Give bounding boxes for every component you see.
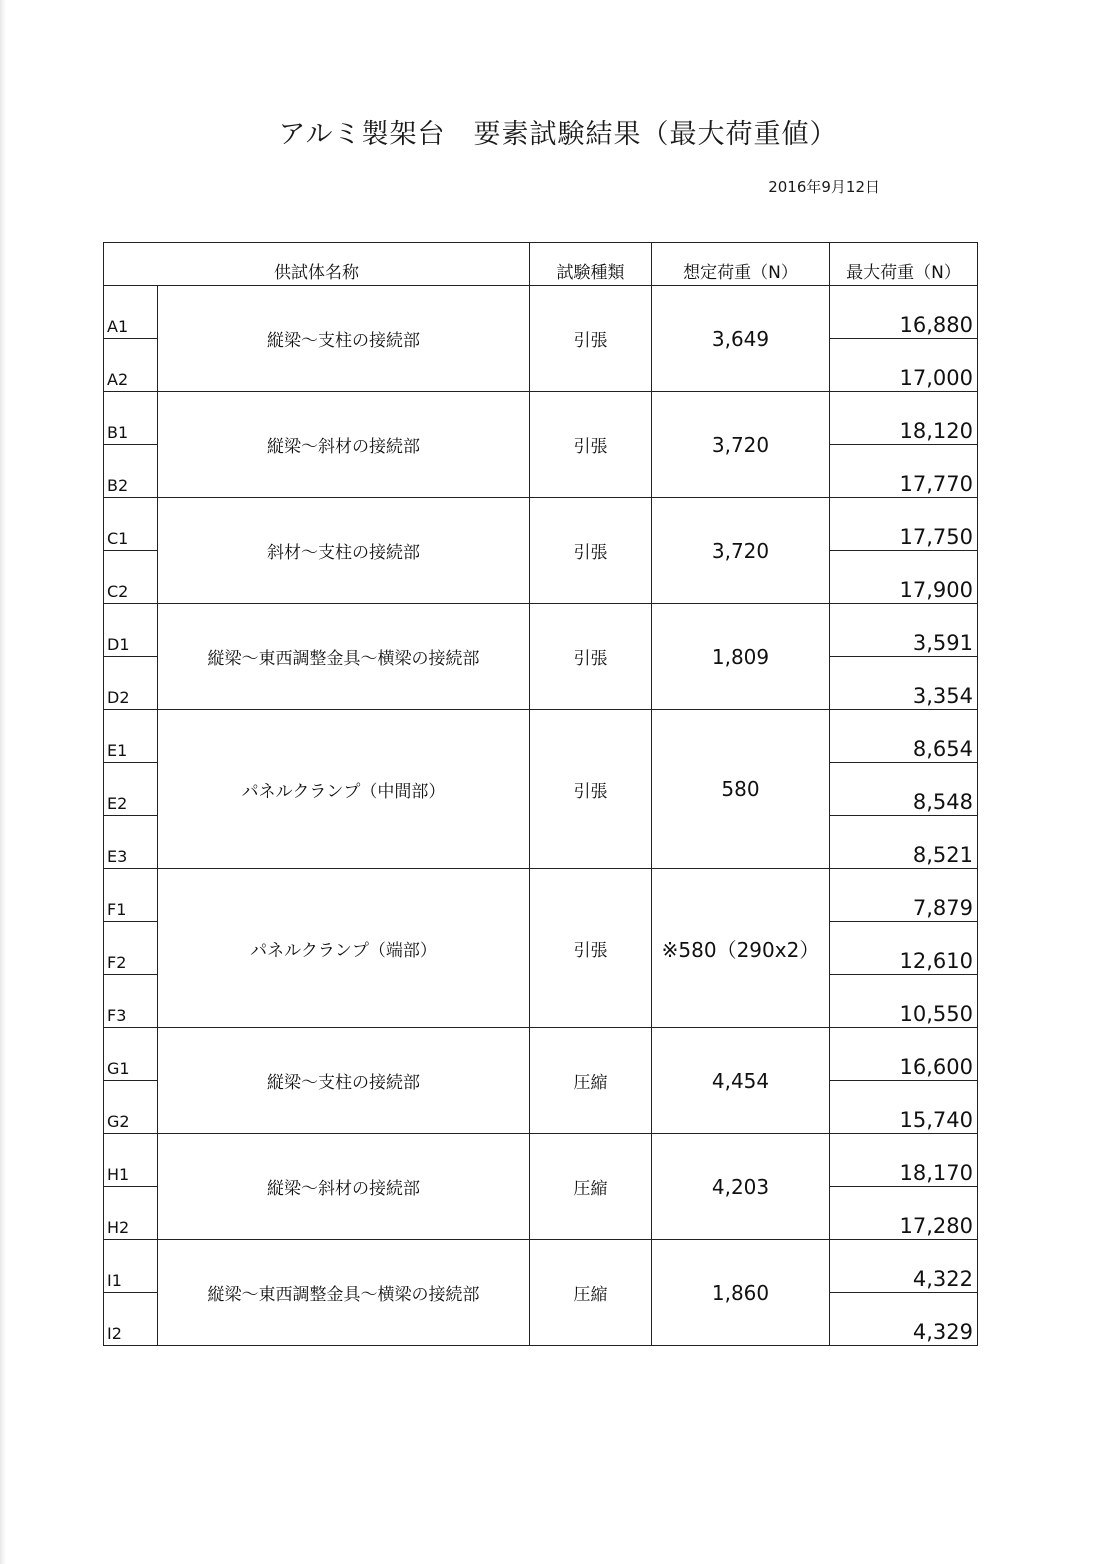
specimen-name: 縦梁～東西調整金具～横梁の接続部 — [158, 604, 530, 710]
header-max-load: 最大荷重（N） — [830, 243, 978, 286]
max-load: 8,548 — [830, 763, 978, 816]
page-edge-shadow — [0, 0, 6, 1564]
document-title: アルミ製架台 要素試験結果（最大荷重値） — [278, 119, 838, 150]
specimen-name: 縦梁～支柱の接続部 — [158, 1028, 530, 1134]
specimen-id: G2 — [104, 1081, 158, 1134]
max-load: 4,322 — [830, 1240, 978, 1293]
specimen-id: F1 — [104, 869, 158, 922]
specimen-name: パネルクランプ（端部） — [158, 869, 530, 1028]
assumed-load: 4,454 — [652, 1028, 830, 1134]
specimen-id: H2 — [104, 1187, 158, 1240]
table-row — [104, 604, 978, 657]
specimen-name: パネルクランプ（中間部） — [158, 710, 530, 869]
results-body — [104, 286, 978, 1346]
table-row — [104, 392, 978, 445]
specimen-id: B1 — [104, 392, 158, 445]
assumed-load: 1,809 — [652, 604, 830, 710]
max-load: 10,550 — [830, 975, 978, 1028]
max-load: 17,900 — [830, 551, 978, 604]
specimen-id: B2 — [104, 445, 158, 498]
max-load: 18,120 — [830, 392, 978, 445]
max-load: 17,770 — [830, 445, 978, 498]
assumed-load: 3,649 — [652, 286, 830, 392]
table-row — [104, 869, 978, 922]
max-load: 17,280 — [830, 1187, 978, 1240]
max-load: 4,329 — [830, 1293, 978, 1346]
table-row — [104, 498, 978, 551]
specimen-id: I2 — [104, 1293, 158, 1346]
test-type: 圧縮 — [530, 1028, 652, 1134]
specimen-name: 縦梁～斜材の接続部 — [158, 1134, 530, 1240]
header-name: 供試体名称 — [104, 243, 530, 286]
assumed-load: 3,720 — [652, 498, 830, 604]
assumed-load: 1,860 — [652, 1240, 830, 1346]
max-load: 3,354 — [830, 657, 978, 710]
table-row — [104, 1240, 978, 1293]
specimen-id: F3 — [104, 975, 158, 1028]
specimen-id: A1 — [104, 286, 158, 339]
max-load: 12,610 — [830, 922, 978, 975]
results-table — [103, 242, 978, 1346]
header-row — [104, 243, 978, 286]
specimen-id: A2 — [104, 339, 158, 392]
specimen-id: C2 — [104, 551, 158, 604]
max-load: 3,591 — [830, 604, 978, 657]
specimen-id: D1 — [104, 604, 158, 657]
header-assumed-load: 想定荷重（N） — [652, 243, 830, 286]
document-date: 2016年9月12日 — [768, 178, 880, 196]
assumed-load: 4,203 — [652, 1134, 830, 1240]
specimen-name: 縦梁～斜材の接続部 — [158, 392, 530, 498]
test-type: 引張 — [530, 604, 652, 710]
max-load: 16,880 — [830, 286, 978, 339]
header-test-type: 試験種類 — [530, 243, 652, 286]
specimen-id: E3 — [104, 816, 158, 869]
specimen-name: 縦梁～東西調整金具～横梁の接続部 — [158, 1240, 530, 1346]
test-type: 引張 — [530, 392, 652, 498]
table-row — [104, 710, 978, 763]
specimen-id: F2 — [104, 922, 158, 975]
specimen-id: G1 — [104, 1028, 158, 1081]
max-load: 15,740 — [830, 1081, 978, 1134]
specimen-name: 縦梁～支柱の接続部 — [158, 286, 530, 392]
max-load: 16,600 — [830, 1028, 978, 1081]
assumed-load: 580 — [652, 710, 830, 869]
max-load: 18,170 — [830, 1134, 978, 1187]
table-row — [104, 1134, 978, 1187]
assumed-load: ※580（290x2） — [652, 869, 830, 1028]
specimen-id: E1 — [104, 710, 158, 763]
table-row — [104, 286, 978, 339]
specimen-id: H1 — [104, 1134, 158, 1187]
max-load: 17,000 — [830, 339, 978, 392]
test-type: 引張 — [530, 710, 652, 869]
max-load: 8,521 — [830, 816, 978, 869]
table-row — [104, 1028, 978, 1081]
specimen-id: E2 — [104, 763, 158, 816]
specimen-id: D2 — [104, 657, 158, 710]
test-type: 引張 — [530, 286, 652, 392]
test-type: 圧縮 — [530, 1134, 652, 1240]
max-load: 7,879 — [830, 869, 978, 922]
test-type: 圧縮 — [530, 1240, 652, 1346]
assumed-load: 3,720 — [652, 392, 830, 498]
specimen-id: C1 — [104, 498, 158, 551]
test-type: 引張 — [530, 498, 652, 604]
specimen-id: I1 — [104, 1240, 158, 1293]
test-type: 引張 — [530, 869, 652, 1028]
max-load: 17,750 — [830, 498, 978, 551]
specimen-name: 斜材～支柱の接続部 — [158, 498, 530, 604]
max-load: 8,654 — [830, 710, 978, 763]
